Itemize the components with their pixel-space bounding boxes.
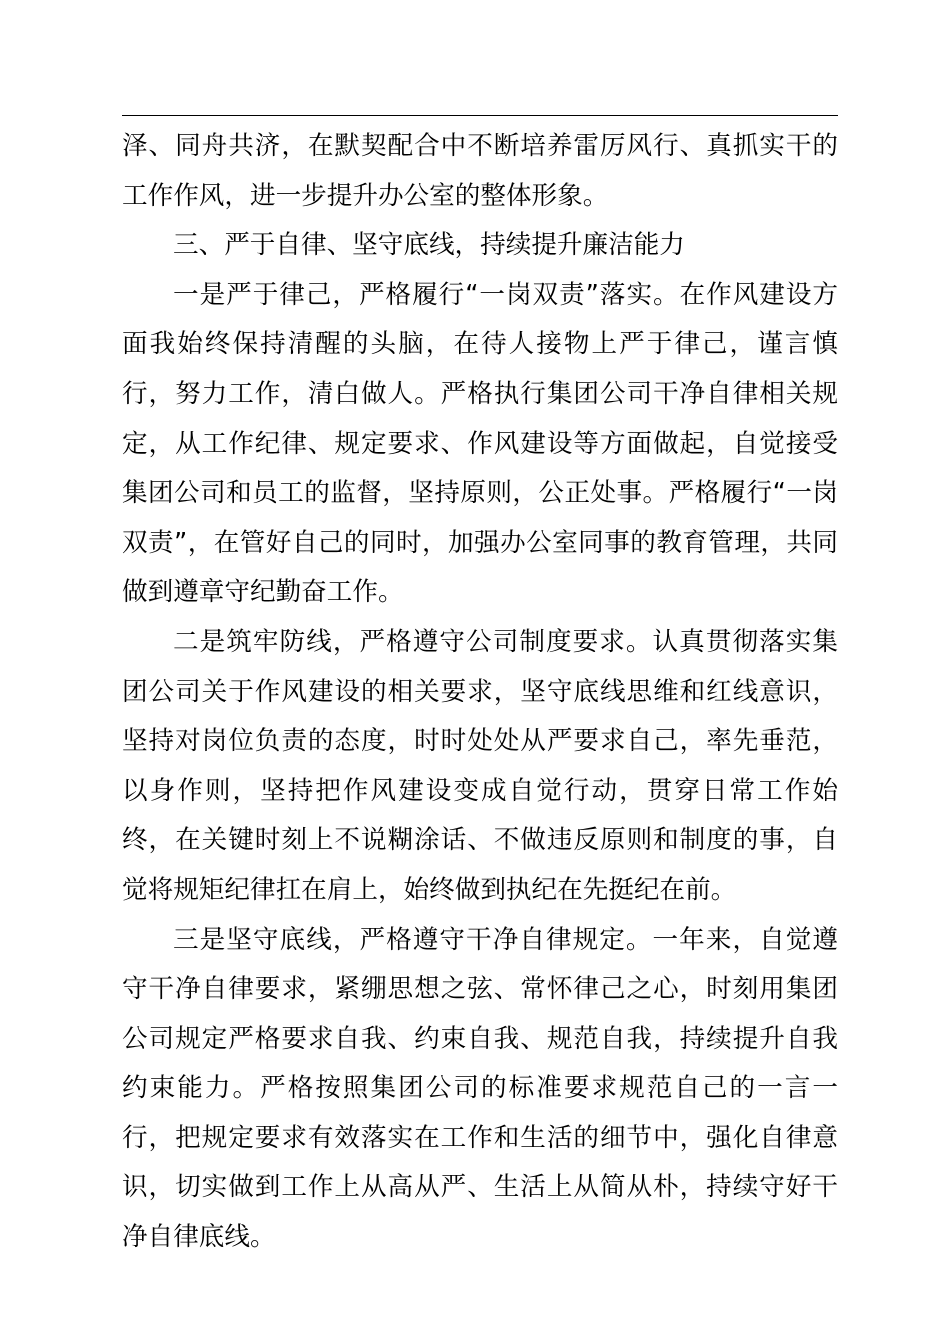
paragraph-point-three: 三是坚守底线，严格遵守干净自律规定。一年来，自觉遵守干净自律要求，紧绷思想之弦、常怀律己之心，时刻用集团公司规定严格要求自我、约束自我、规范自我，持续提升自我约束能力。严格按照集团公司的标准要求规范自己的一言一行，把规定要求有效落实在工作和生活的细节中，强化自律意识，切实做到工作上从高从严、生活上从简从朴，持续守好干净自律底线。 [122, 924, 838, 1253]
paragraph-point-one: 一是严于律己，严格履行“一岗双责”落实。在作风建设方面我始终保持清醒的头脑，在待人接物上严于律己，谨言慎行，努力工作，清白做人。严格执行集团公司干净自律相关规定，从工作纪律、规定要求、作风建设等方面做起，自觉接受集团公司和员工的监督，坚持原则，公正处事。严格履行“一岗双责”，在管好自己的同时，加强办公室同事的教育管理，共同做到遵章守纪勤奋工作。 [122, 279, 838, 608]
paragraph-continuation: 泽、同舟共济，在默契配合中不断培养雷厉风行、真抓实干的工作作风，进一步提升办公室的整体形象。 [122, 131, 838, 211]
document-body [122, 122, 838, 1263]
header-rule [122, 115, 838, 116]
paragraph-point-two: 二是筑牢防线，严格遵守公司制度要求。认真贯彻落实集团公司关于作风建设的相关要求，坚守底线思维和红线意识，坚持对岗位负责的态度，时时处处从严要求自己，率先垂范，以身作则，坚持把作风建设变成自觉行动，贯穿日常工作始终，在关键时刻上不说糊涂话、不做违反原则和制度的事，自觉将规矩纪律扛在肩上，始终做到执纪在先挺纪在前。 [122, 626, 838, 905]
section-heading: 三、严于自律、坚守底线，持续提升廉洁能力 [173, 230, 685, 261]
